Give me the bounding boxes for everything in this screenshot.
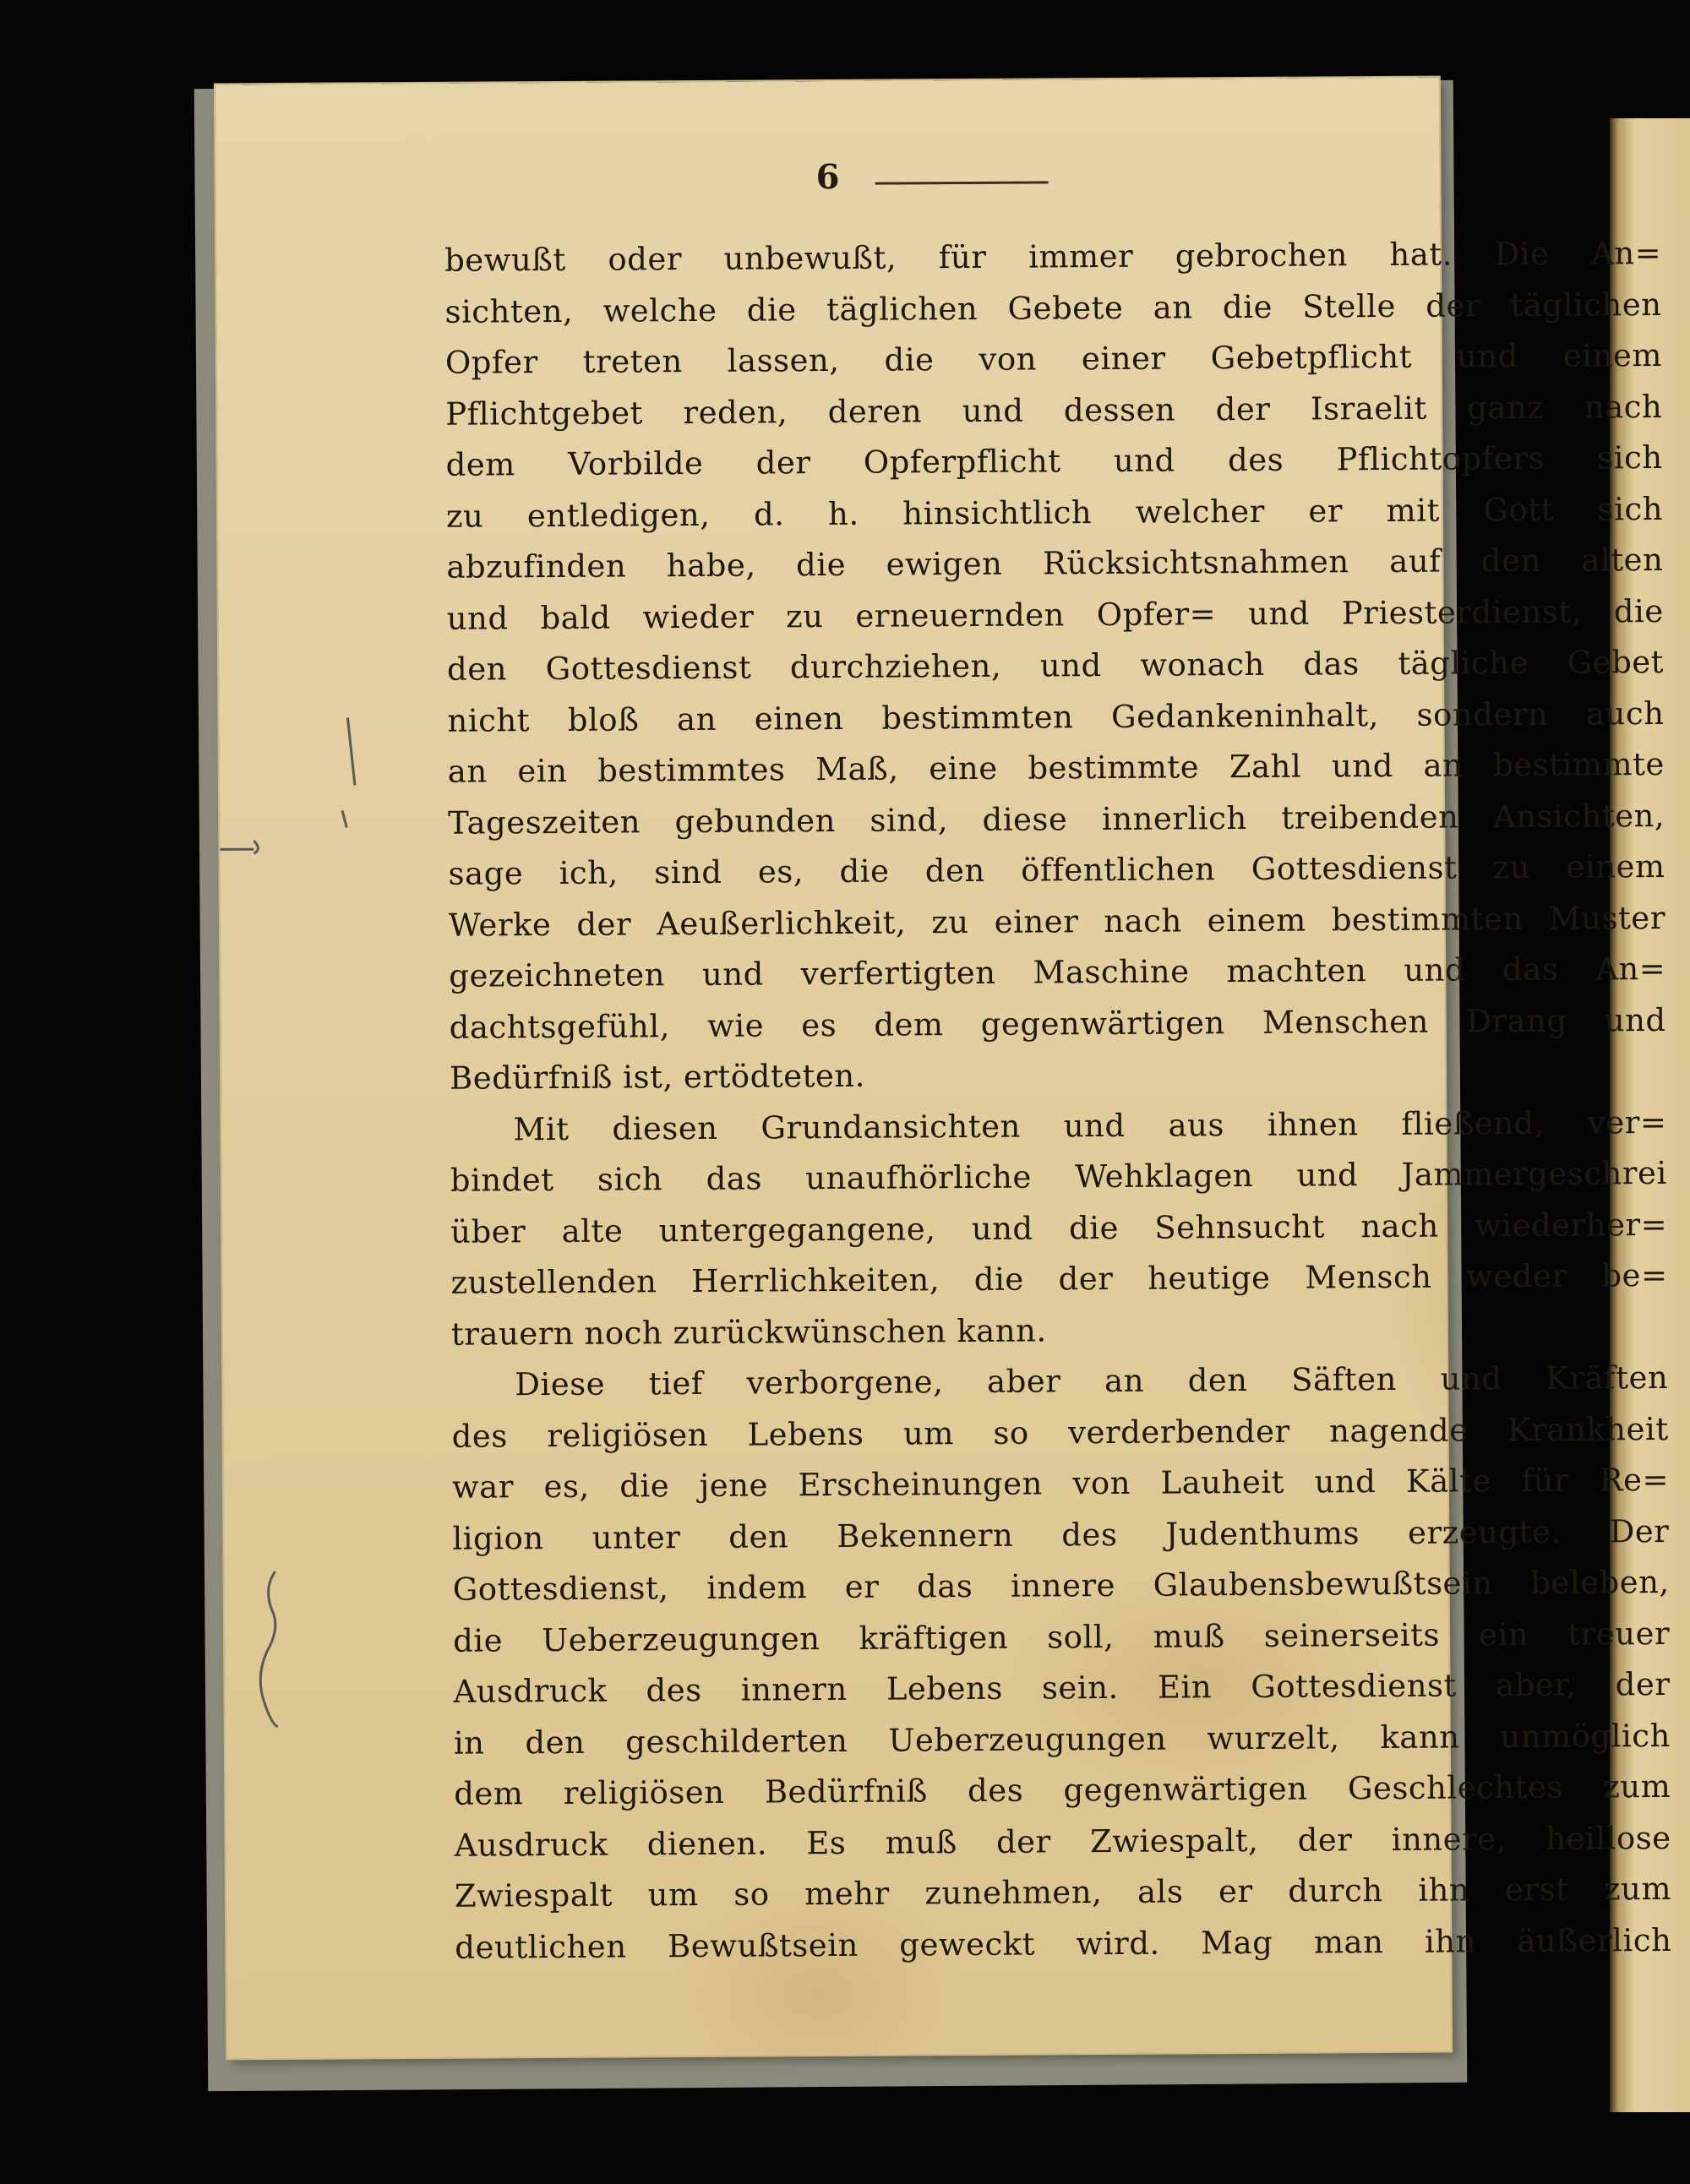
text-line: abzufinden habe, die ewigen Rücksichtsnahmen auf den alten [446, 541, 1664, 585]
book-page [215, 78, 1672, 2059]
text-line: sage ich, sind es, die den öffentlichen Gottesdienst zu einem [448, 847, 1665, 892]
text-line: Tageszeiten gebunden sind, diese innerlich treibenden Ansichten, [448, 797, 1665, 841]
text-line: und bald wieder zu erneuernden Opfer= und Priesterdienst, die [446, 592, 1664, 637]
pencil-margin-mark [215, 78, 1451, 2059]
text-line: deutlichen Bewußtsein geweckt wird. Mag man ihn äußerlich [455, 1921, 1672, 1966]
text-line: gezeichneten und verfertigten Maschine machten und das An= [449, 950, 1666, 994]
text-line: Diese tief verborgene, aber an den Säften und Kräften [515, 1359, 1669, 1403]
page-number: 6 [815, 156, 840, 198]
text-line: Opfer treten lassen, die von einer Gebetpflicht und einem [444, 336, 1662, 381]
text-line: die Ueberzeugungen kräftigen soll, muß seinerseits ein treuer [453, 1615, 1671, 1659]
text-line: Bedürfniß ist, ertödteten. [449, 1057, 866, 1097]
text-line: Ausdruck dienen. Es muß der Zwiespalt, der innere, heillose [454, 1819, 1671, 1864]
text-line: über alte untergegangene, und die Sehnsucht nach wiederher= [450, 1206, 1668, 1250]
text-line: zu entledigen, d. h. hinsichtlich welcher er mit Gott sich [445, 490, 1664, 535]
text-line: an ein bestimmtes Maß, eine bestimmte Zahl und an bestimmte [447, 745, 1665, 790]
text-line: Zwiespalt um so mehr zunehmen, als er durch ihn erst zum [454, 1870, 1672, 1914]
text-line: dachtsgefühl, wie es dem gegenwärtigen Menschen Drang und [449, 1001, 1666, 1046]
text-line: dem religiösen Bedürfniß des gegenwärtigen Geschlechtes zum [454, 1767, 1671, 1812]
text-line: bindet sich das unaufhörliche Wehklagen und Jammergeschrei [450, 1154, 1667, 1199]
text-line: Gottesdienst, indem er das innere Glaubensbewußtsein beleben, [452, 1563, 1670, 1608]
text-line: zustellenden Herrlichkeiten, die der heutige Mensch weder be= [450, 1256, 1668, 1301]
text-line: ligion unter den Bekennern des Judenthums erzeugte. Der [452, 1512, 1670, 1557]
text-line: den Gottesdienst durchziehen, und wonach das tägliche Gebet [446, 643, 1665, 688]
text-line: dem Vorbilde der Opferpflicht und des Pflichtopfers sich [445, 438, 1663, 483]
text-line: war es, die jene Erscheinungen von Lauheit und Kälte für Re= [451, 1461, 1670, 1506]
text-line: Pflichtgebet reden, deren und dessen der Israelit ganz nach [445, 388, 1663, 433]
text-line: Ausdruck des innern Lebens sein. Ein Gottesdienst aber, der [453, 1665, 1671, 1710]
text-line: nicht bloß an einen bestimmten Gedankeninhalt, sondern auch [447, 694, 1665, 739]
text-line: trauern noch zurückwünschen kann. [450, 1311, 1047, 1353]
text-line: in den geschilderten Ueberzeugungen wurzelt, kann unmöglich [453, 1717, 1671, 1762]
text-line: des religiösen Lebens um so verderbender nagende Krankheit [451, 1410, 1669, 1455]
text-line: Mit diesen Grundansichten und aus ihnen fließend, ver= [513, 1103, 1667, 1147]
text-line: bewußt oder unbewußt, für immer gebrochen hat. Die An= [444, 234, 1662, 279]
text-line: Werke der Aeußerlichkeit, zu einer nach einem bestimmten Muster [448, 899, 1666, 944]
text-line: sichten, welche die täglichen Gebete an die Stelle der täglichen [444, 286, 1662, 330]
